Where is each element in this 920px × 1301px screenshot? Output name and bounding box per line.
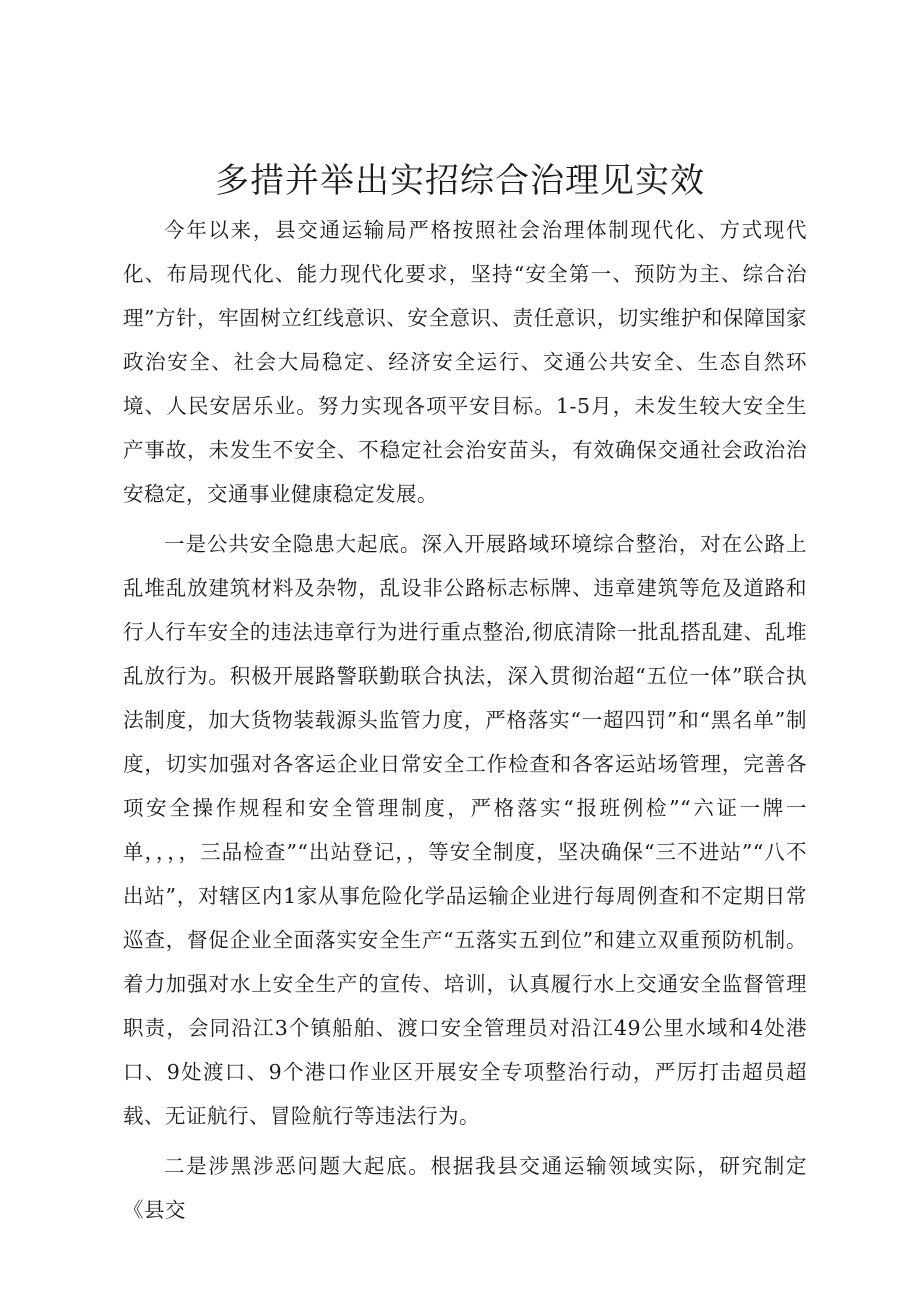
document-title: 多措并举出实招综合治理见实效 xyxy=(215,161,705,201)
paragraph-public-safety: 一是公共安全隐患大起底。深入开展路域环境综合整治，对在公路上乱堆乱放建筑材料及杂物，乱设非公路标志标牌、违章建筑等危及道路和行人行车安全的违法违章行为进行重点整治,彻底清除一批乱搭乱建、乱堆乱放行为。积极开展路警联勤联合执法，深入贯彻治超“五位一体”联合执法制度，加大货物装载源头监管力度，严格落实“一超四罚”和“黑名单”制度，切实加强对各客运企业日常安全工作检查和各客运站场管理，完善各项安全操作规程和安全管理制度，严格落实“报班例检”“六证一牌一单，，，，三品检查”“出站登记，，等安全制度，坚决确保“三不进站”“八不出站”，对辖区内1家从事危险化学品运输企业进行每周例查和不定期日常巡查，督促企业全面落实安全生产“五落实五到位”和建立双重预防机制。着力加强对水上安全生产的宣传、培训，认真履行水上交通安全监督管理职责，会同沿江3个镇船舶、渡口安全管理员对沿江49公里水域和4处港口、9处渡口、9个港口作业区开展安全专项整治行动，严厉打击超员超载、无证航行、冒险航行等违法行为。 xyxy=(123,532,807,1128)
document-body xyxy=(123,208,807,1232)
paragraph-intro: 今年以来，县交通运输局严格按照社会治理体制现代化、方式现代化、布局现代化、能力现代化要求，坚持“安全第一、预防为主、综合治理”方针，牢固树立红线意识、安全意识、责任意识，切实维护和保障国家政治安全、社会大局稳定、经济安全运行、交通公共安全、生态自然环境、人民安居乐业。努力实现各项平安目标。1-5月，未发生较大安全生产事故，未发生不安全、不稳定社会治安苗头，有效确保交通社会政治治安稳定，交通事业健康稳定发展。 xyxy=(123,218,807,506)
paragraph-anti-crime: 二是涉黑涉恶问题大起底。根据我县交通运输领域实际，研究制定《县交 xyxy=(123,1154,807,1222)
